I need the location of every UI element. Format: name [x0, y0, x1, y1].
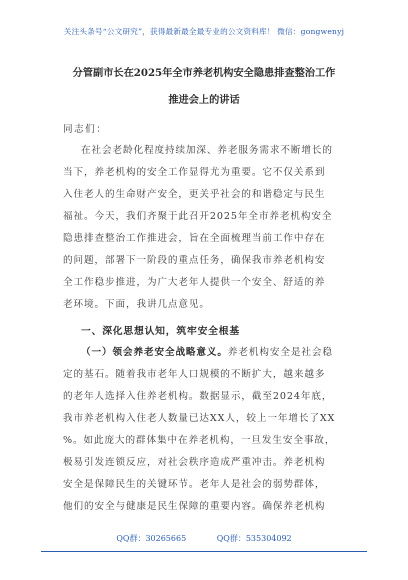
footer-divider	[41, 551, 367, 552]
paragraph2-line: 的老年人选择入住养老机构。数据显示，截至2024年底，	[63, 391, 333, 402]
header-banner[interactable]: 关注头条号“公文研究”，获得最新最全最专业的公文资料库！ 微信：gongwenyj	[63, 27, 345, 36]
paragraph2-line: 极易引发连锁反应，对社会秩序造成严重冲击。养老机构	[63, 457, 326, 468]
salutation: 同志们：	[63, 124, 108, 135]
qq-group-2[interactable]: QQ群：535304092	[216, 534, 292, 543]
footer-contacts	[0, 533, 408, 544]
paragraph1-line: 老环境。下面，我讲几点意见。	[63, 299, 210, 310]
paragraph1-line: 全工作稳步推进，为广大老年人提供一个安全、舒适的养	[63, 277, 326, 288]
qq-group-1[interactable]: QQ群：30265665	[116, 534, 187, 543]
paragraph2-line: 他们的安全与健康是民生保障的重要内容。确保养老机构	[63, 501, 326, 512]
subsection1-heading: （一）领会养老安全战略意义。	[81, 347, 228, 358]
document-title-line1: 分管副市长在2025年全市养老机构安全隐患排查整治工作	[72, 67, 336, 79]
subsection1-first-line-rest: 养老机构安全是社会稳	[227, 347, 333, 358]
paragraph1-line: 隐患排查整治工作推进会，旨在全面梳理当前工作中存在	[63, 233, 326, 244]
document-title-line2: 推进会上的讲话	[168, 94, 240, 106]
paragraph2-line: 安全是保障民生的关键环节。老年人是社会的弱势群体，	[63, 479, 326, 490]
paragraph1-line: 的问题，部署下一阶段的重点任务，确保我市养老机构安	[63, 255, 326, 266]
paragraph2-line: %。如此庞大的群体集中在养老机构，一旦发生安全事故，	[63, 435, 336, 446]
subsection1-first-line	[81, 347, 333, 359]
paragraph2-line: 我市养老机构入住老人数量已达XX人，较上一年增长了XX	[63, 413, 336, 424]
paragraph1-line: 在社会老龄化程度持续加深、养老服务需求不断增长的	[81, 145, 333, 156]
paragraph1-line: 福祉。今天，我们齐聚于此召开2025年全市养老机构安全	[63, 211, 333, 222]
paragraph2-line: 定的基石。随着我市老年人口规模的不断扩大，越来越多	[63, 369, 326, 380]
paragraph1-line: 当下，养老机构的安全工作显得尤为重要。它不仅关系到	[63, 167, 326, 178]
paragraph1-line: 入住老人的生命财产安全，更关乎社会的和谐稳定与民生	[63, 189, 326, 200]
section1-heading: 一、深化思想认知，筑牢安全根基	[81, 326, 240, 337]
